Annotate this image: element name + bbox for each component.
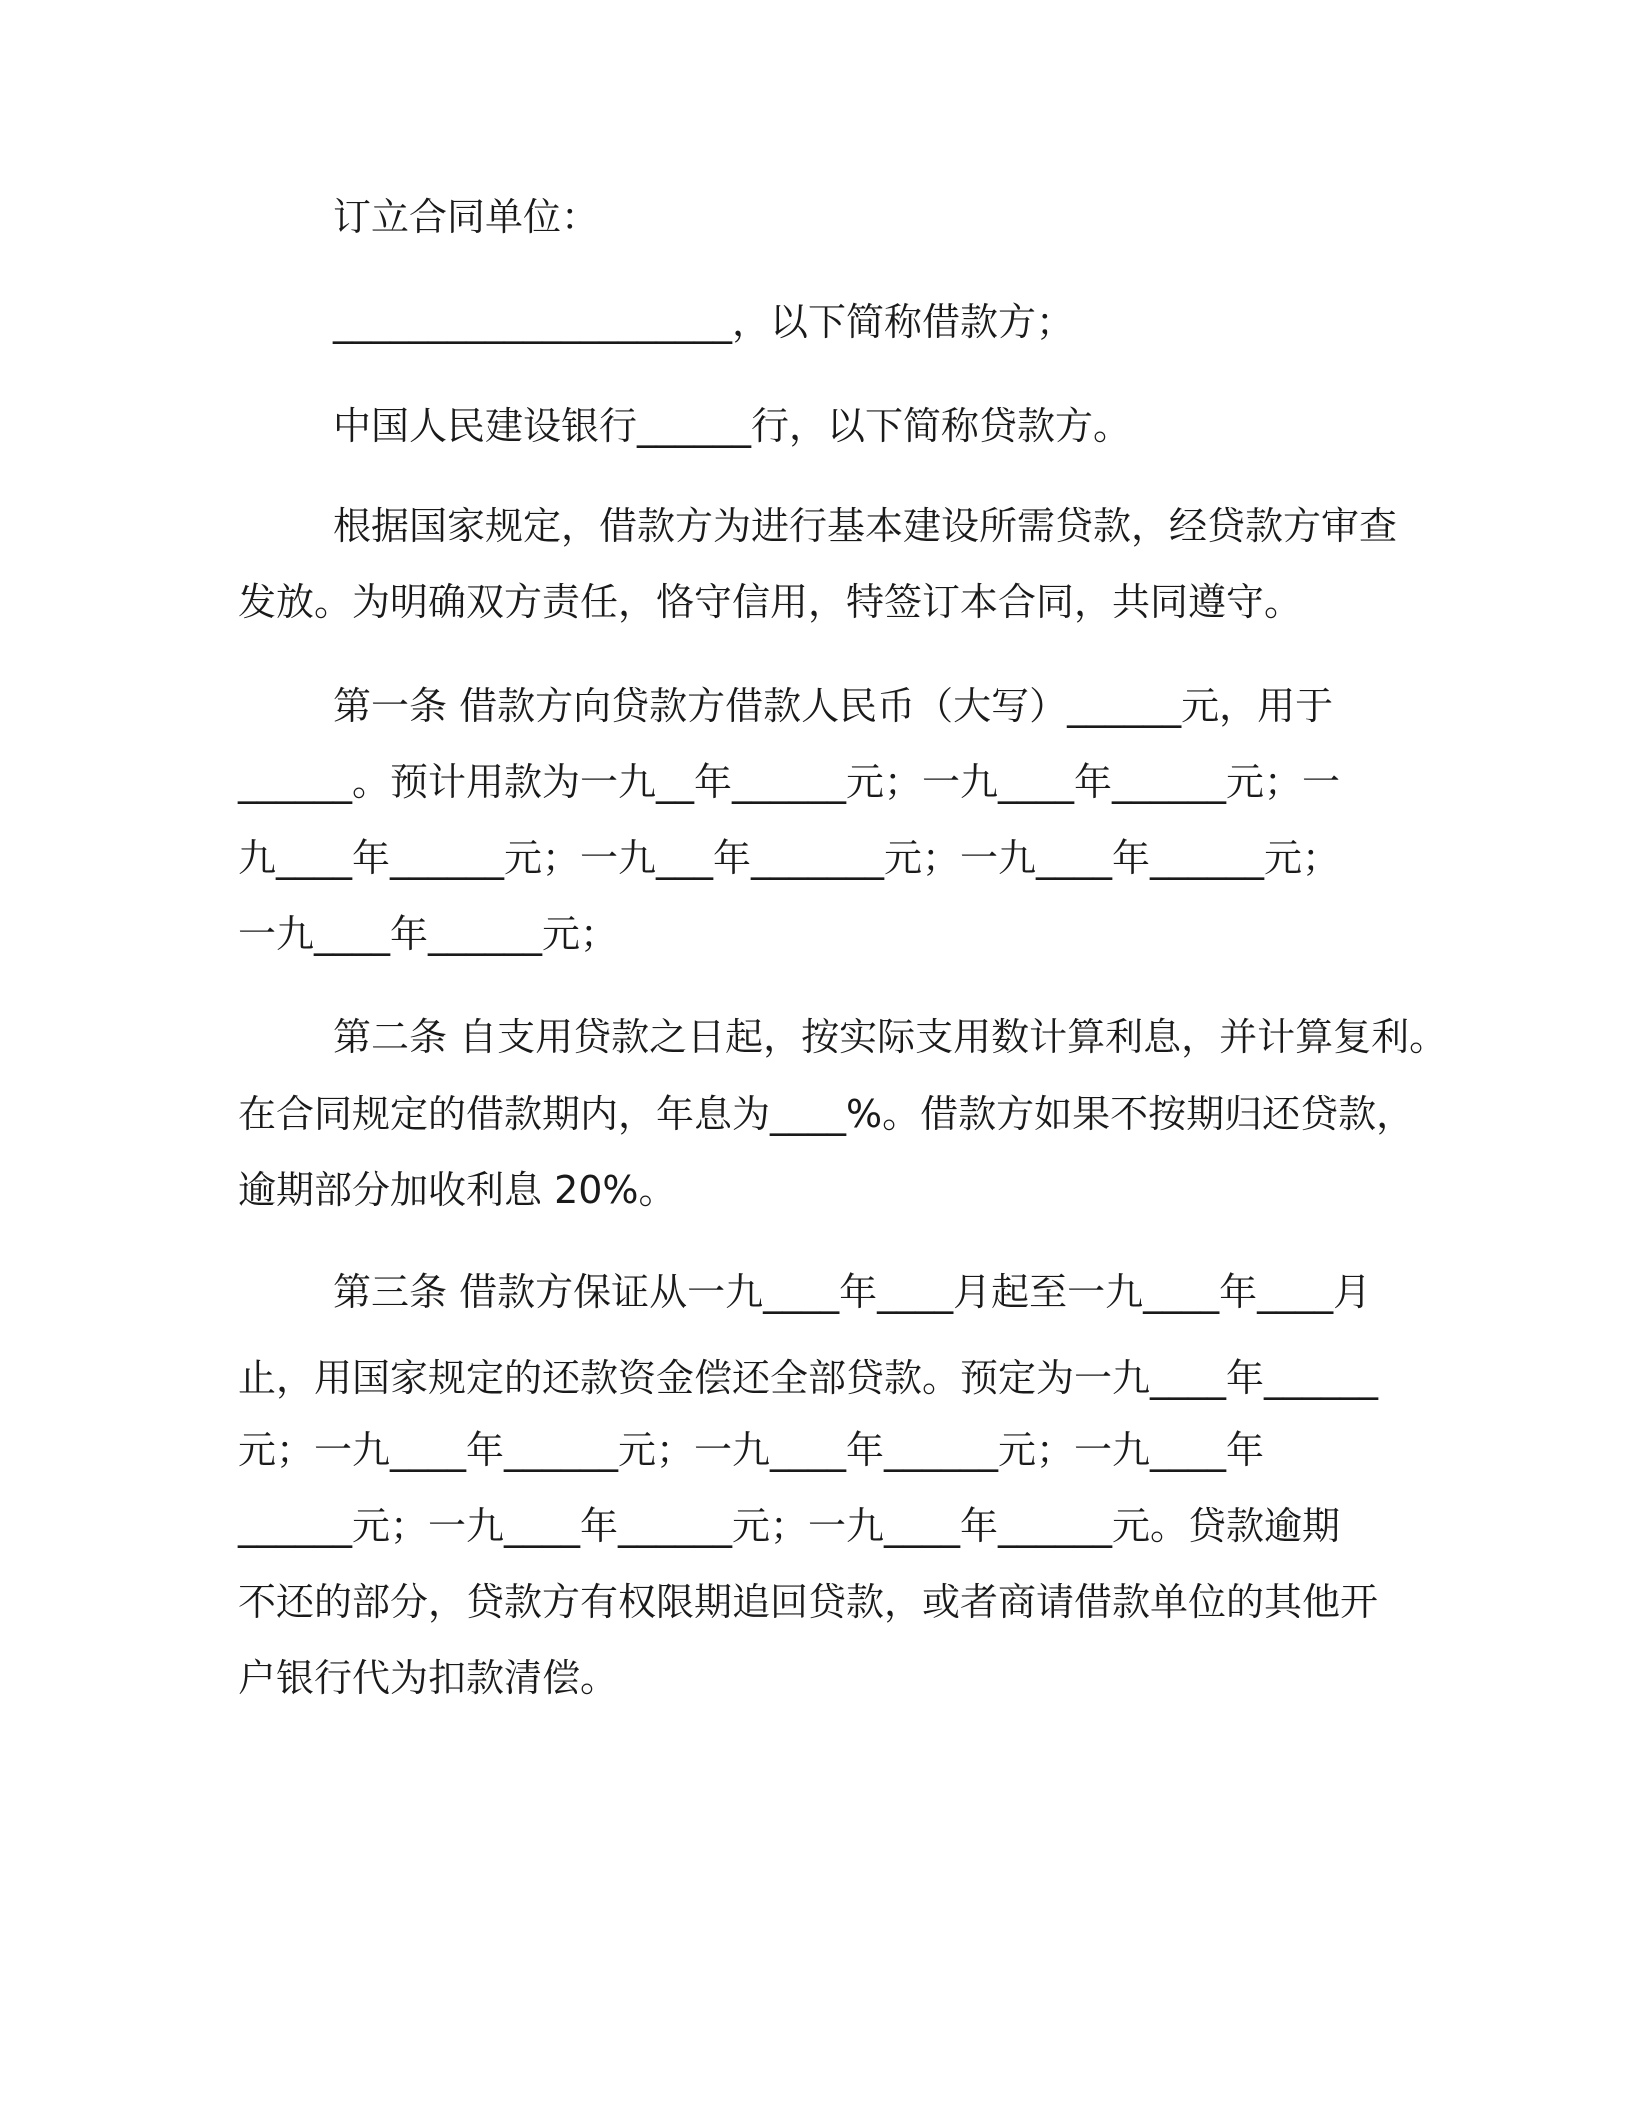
article-3-line-6: 户银行代为扣款清偿。 — [238, 1656, 619, 1700]
article-3-line-1: 第三条 借款方保证从一九____年____月起至一九____年____月 — [333, 1270, 1372, 1314]
preamble-line-2: 发放。为明确双方责任，恪守信用，特签订本合同，共同遵守。 — [238, 580, 1303, 624]
article-2-line-2: 在合同规定的借款期内，年息为____%。借款方如果不按期归还贷款， — [238, 1092, 1415, 1136]
article-1-line-2: ______。预计用款为一九__年______元；一九____年______元；一 — [238, 760, 1341, 804]
article-2-line-1: 第二条 自支用贷款之日起，按实际支用数计算利息，并计算复利。 — [333, 1015, 1448, 1059]
article-1-line-1: 第一条 借款方向贷款方借款人民币（大写）______元，用于 — [333, 684, 1334, 728]
article-3-line-3: 元；一九____年______元；一九____年______元；一九____年 — [238, 1428, 1265, 1472]
article-3-line-4: ______元；一九____年______元；一九____年______元。贷款逾期 — [238, 1504, 1341, 1548]
article-1-line-4: 一九____年______元； — [238, 912, 619, 956]
contract-parties-heading: 订立合同单位： — [333, 195, 600, 239]
borrower-line: _____________________，以下简称借款方； — [333, 300, 1075, 344]
article-3-line-2: 止，用国家规定的还款资金偿还全部贷款。预定为一九____年______ — [238, 1356, 1379, 1400]
article-3-line-5: 不还的部分，贷款方有权限期追回贷款，或者商请借款单位的其他开 — [238, 1580, 1379, 1624]
lender-line: 中国人民建设银行______行，以下简称贷款方。 — [333, 404, 1132, 448]
preamble-line-1: 根据国家规定，借款方为进行基本建设所需贷款，经贷款方审查 — [333, 504, 1398, 548]
article-1-line-3: 九____年______元；一九___年_______元；一九____年______元； — [238, 836, 1341, 880]
article-2-line-3: 逾期部分加收利息 20%。 — [238, 1168, 677, 1212]
